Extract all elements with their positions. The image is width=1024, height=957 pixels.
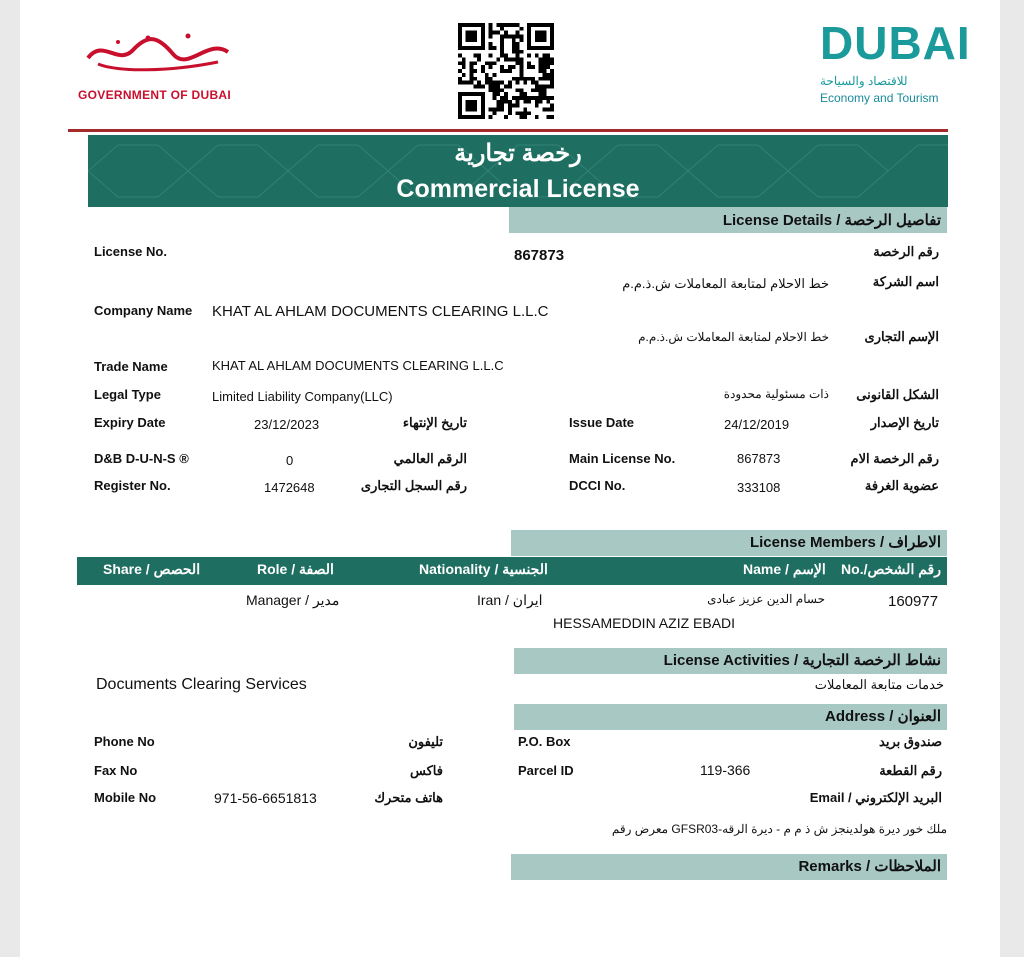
po-box-label: P.O. Box <box>518 734 571 749</box>
license-document <box>20 0 1000 957</box>
members-table-header <box>77 557 947 585</box>
license-activities-title: نشاط الرخصة التجارية / License Activities <box>663 652 941 669</box>
banner-title-english: Commercial License <box>396 175 640 203</box>
parcel-id-label: Parcel ID <box>518 763 574 778</box>
email-label: البريد الإلكتروني / Email <box>809 790 942 805</box>
dubai-department-arabic: للاقتصاد والسياحة <box>820 74 908 88</box>
member-no: 160977 <box>888 593 939 610</box>
license-no-label: License No. <box>94 244 167 259</box>
member-nationality: Iran / ايران <box>477 592 543 608</box>
member-role: Manager / مدير <box>246 592 340 608</box>
expiry-date-label-arabic: تاريخ الإنتهاء <box>402 415 467 430</box>
column-header-no: رقم الشخص/.No <box>841 561 941 577</box>
phone-label: Phone No <box>94 734 155 749</box>
duns-label-arabic: الرقم العالمي <box>393 451 467 466</box>
duns-value: 0 <box>286 453 294 468</box>
license-members-bar <box>511 530 947 556</box>
banner-title-arabic: رخصة تجارية <box>454 140 582 167</box>
mobile-label-arabic: هاتف متحرك <box>374 790 443 805</box>
license-members-title: الاطراف / License Members <box>749 534 941 551</box>
dubai-wordmark: DUBAI <box>820 17 971 69</box>
trade-name-value: KHAT AL AHLAM DOCUMENTS CLEARING L.L.C <box>212 358 504 373</box>
register-no-value: 1472648 <box>264 480 315 495</box>
column-header-role: Role / الصفة <box>257 561 334 577</box>
mobile-label: Mobile No <box>94 790 157 805</box>
dubai-economy-tourism-logo <box>820 17 971 69</box>
header-divider <box>68 129 948 132</box>
title-banner <box>88 135 948 207</box>
legal-type-arabic: ذات مسئولية محدودة <box>723 387 829 401</box>
license-no-value: 867873 <box>514 247 565 264</box>
address-bar <box>514 704 947 730</box>
trade-name-label: Trade Name <box>94 359 168 374</box>
column-header-share: Share / الحصص <box>103 561 201 577</box>
column-header-name: Name / الإسم <box>743 561 826 577</box>
dcci-no-label-arabic: عضوية الغرفة <box>864 478 939 493</box>
license-no-label-arabic: رقم الرخصة <box>873 244 939 259</box>
license-activities-bar <box>514 648 947 674</box>
activity-english: Documents Clearing Services <box>96 676 307 693</box>
company-name-label: Company Name <box>94 303 193 318</box>
trade-name-arabic: خط الاحلام لمتابعة المعاملات ش.ذ.م.م <box>638 330 829 344</box>
legal-type-label-arabic: الشكل القانونى <box>856 387 939 402</box>
parcel-id-value: 119-366 <box>700 762 751 778</box>
remarks-bar <box>511 854 947 880</box>
member-name-english: HESSAMEDDIN AZIZ EBADI <box>553 615 736 631</box>
fax-label: Fax No <box>94 763 138 778</box>
address-line: ملك خور ديرة هولدينجز ش ذ م م - ديرة الرقه-GFSR03 معرض رقم <box>611 822 947 836</box>
member-name-arabic: حسام الدين عزيز عبادى <box>707 592 825 606</box>
activity-arabic: خدمات متابعة المعاملات <box>814 677 944 692</box>
remarks-title: الملاحظات / Remarks <box>798 858 941 875</box>
address-title: العنوان / Address <box>825 708 941 725</box>
government-of-dubai-logo <box>78 28 238 72</box>
license-details-title: تفاصيل الرخصة / License Details <box>722 212 941 229</box>
po-box-label-arabic: صندوق بريد <box>879 734 942 749</box>
dcci-no-value: 333108 <box>737 480 781 495</box>
dubai-department-english: Economy and Tourism <box>820 91 939 105</box>
expiry-date-value: 23/12/2023 <box>254 417 320 432</box>
legal-type-label: Legal Type <box>94 387 161 402</box>
phone-label-arabic: تليفون <box>408 734 443 749</box>
main-license-value: 867873 <box>737 451 781 466</box>
expiry-date-label: Expiry Date <box>94 415 166 430</box>
duns-label: D&B D-U-N-S ® <box>94 451 189 466</box>
main-license-label-arabic: رقم الرخصة الام <box>850 451 939 466</box>
government-of-dubai-text: GOVERNMENT OF DUBAI <box>78 88 232 102</box>
company-name-value: KHAT AL AHLAM DOCUMENTS CLEARING L.L.C <box>212 303 549 320</box>
company-name-arabic: خط الاحلام لمتابعة المعاملات ش.ذ.م.م <box>622 276 829 291</box>
qr-code <box>458 22 554 120</box>
dcci-no-label: DCCI No. <box>569 478 626 493</box>
trade-name-label-arabic: الإسم التجارى <box>864 329 939 344</box>
parcel-id-label-arabic: رقم القطعة <box>879 763 942 778</box>
legal-type-value: Limited Liability Company(LLC) <box>212 389 393 404</box>
issue-date-label: Issue Date <box>569 415 635 430</box>
register-no-label-arabic: رقم السجل التجارى <box>360 478 467 493</box>
register-no-label: Register No. <box>94 478 171 493</box>
mobile-value: 971-56-6651813 <box>214 790 317 806</box>
column-header-nationality: Nationality / الجنسية <box>419 561 548 577</box>
license-details-bar <box>509 207 947 233</box>
fax-label-arabic: فاكس <box>410 763 443 778</box>
main-license-label: Main License No. <box>569 451 676 466</box>
company-name-label-arabic: اسم الشركة <box>872 274 939 289</box>
issue-date-label-arabic: تاريخ الإصدار <box>870 415 939 430</box>
issue-date-value: 24/12/2019 <box>724 417 790 432</box>
